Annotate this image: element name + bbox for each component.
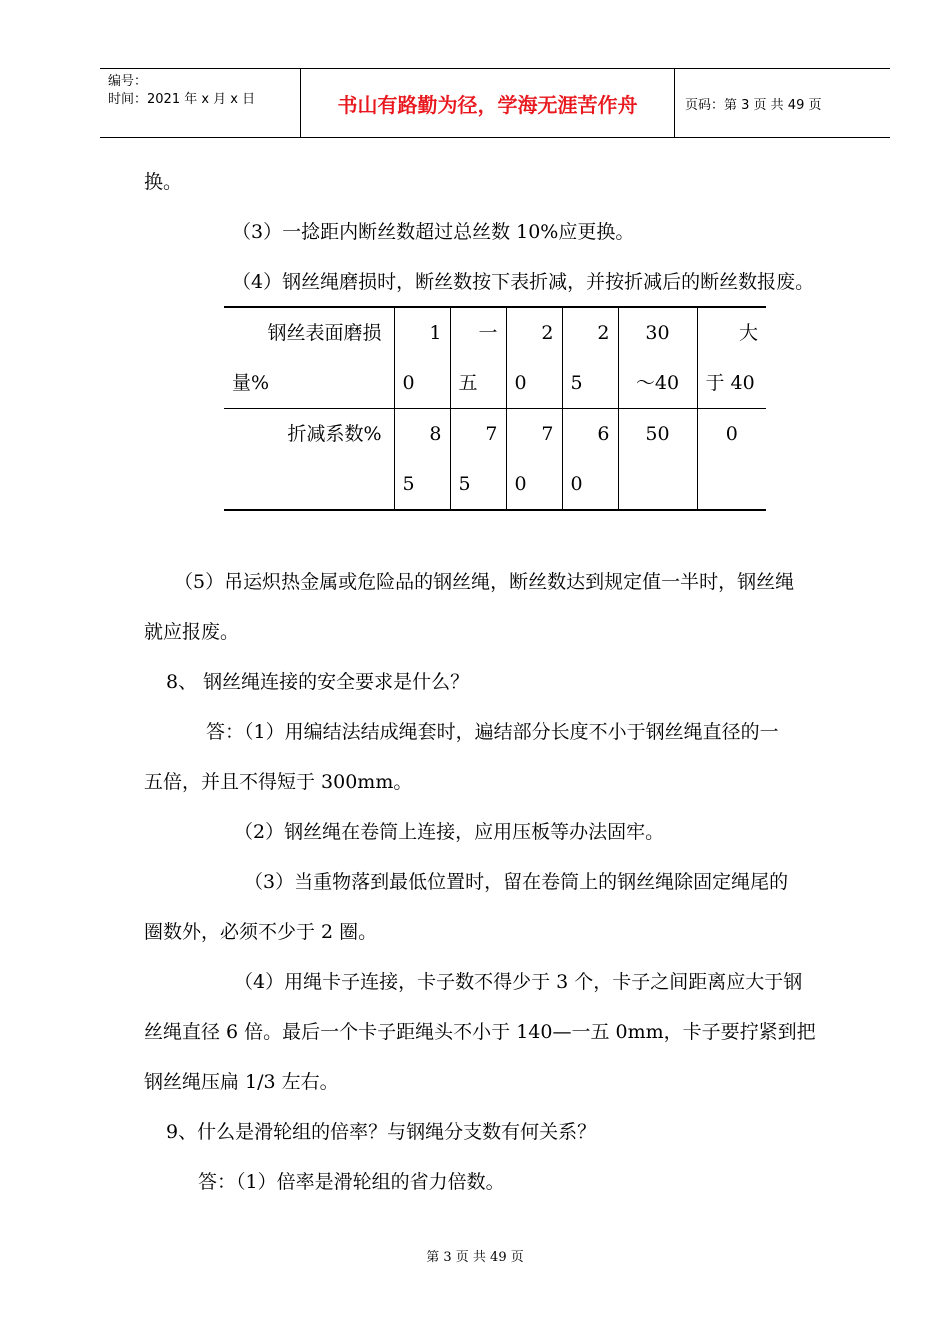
cell-text: 7 [541,423,554,445]
paragraph: （3）一捻距内断丝数超过总丝数 10%应更换。 [232,221,635,243]
page-header [100,68,890,138]
cell-text: 8 [429,423,442,445]
page-footer: 第 3 页 共 49 页 [426,1250,524,1265]
cell-text: 2 [541,322,554,344]
paragraph: （5）吊运炽热金属或危险品的钢丝绳，断丝数达到规定值一半时，钢丝绳 [174,571,795,593]
cell-text: 0 [514,372,527,394]
table-cell [450,409,506,511]
paragraph: （4）用绳卡子连接，卡子数不得少于 3 个，卡子之间距离应大于钢 [234,971,803,993]
question-heading: 9、什么是滑轮组的倍率？与钢绳分支数有何关系？ [166,1121,597,1143]
cell-text: 于 40 [705,372,755,394]
table-cell [506,409,562,511]
paragraph: （2）钢丝绳在卷筒上连接，应用压板等办法固牢。 [234,821,665,843]
date-label: 时间：2021 年 x 月 x 日 [108,92,256,107]
table-cell [394,307,450,409]
paragraph: 五倍，并且不得短于 300mm。 [144,771,413,793]
cell-text: 0 [570,473,583,495]
cell-text: 0 [725,423,738,445]
table-cell [450,307,506,409]
table-cell [562,409,618,511]
paragraph: 钢丝绳压扁 1/3 左右。 [144,1071,339,1093]
table-row [224,307,766,409]
number-label: 编号： [108,74,148,89]
paragraph: （4）钢丝绳磨损时，断丝数按下表折减，并按折减后的断丝数报废。 [232,271,815,293]
paragraph: 圈数外，必须不少于 2 圈。 [144,921,378,943]
table-cell [618,307,697,409]
header-motto: 书山有路勤为径，学海无涯苦作舟 [301,69,675,137]
paragraph: 答：（1）用编结法结成绳套时，遍结部分长度不小于钢丝绳直径的一 [206,721,779,743]
table-cell [394,409,450,511]
paragraph: 换。 [144,171,183,193]
cell-text: 1 [429,322,442,344]
cell-text: 5 [570,372,583,394]
header-page-label: 页码：第 3 页 共 49 页 [685,97,822,113]
header-meta [100,69,301,137]
cell-text: ～40 [635,372,680,394]
cell-text: 0 [402,372,415,394]
cell-text: 5 [458,473,471,495]
table-cell [562,307,618,409]
table-row [224,409,766,511]
table-cell [506,307,562,409]
cell-text: 大 [738,322,758,344]
question-heading: 8、 钢丝绳连接的安全要求是什么？ [166,671,470,693]
table-cell [224,307,394,409]
cell-text: 五 [458,372,478,394]
cell-text: 7 [485,423,498,445]
cell-text: 一 [478,322,498,344]
table-cell [697,307,766,409]
paragraph: 丝绳直径 6 倍。最后一个卡子距绳头不小于 140—一五 0mm，卡子要拧紧到把 [144,1021,816,1043]
table-cell [618,409,697,511]
cell-text: 50 [645,423,670,445]
cell-text: 钢丝表面磨损 [267,322,382,344]
table-cell [697,409,766,511]
cell-text: 2 [597,322,610,344]
cell-text: 6 [597,423,610,445]
table-cell [224,409,394,511]
paragraph: （3）当重物落到最低位置时，留在卷筒上的钢丝绳除固定绳尾的 [244,871,789,893]
wear-reduction-table [224,306,766,511]
cell-text: 量% [232,372,270,394]
cell-text: 折减系数% [287,423,382,445]
paragraph: 就应报废。 [144,621,240,643]
cell-text: 5 [402,473,415,495]
cell-text: 30 [645,322,670,344]
paragraph: 答：（1）倍率是滑轮组的省力倍数。 [198,1171,505,1193]
cell-text: 0 [514,473,527,495]
